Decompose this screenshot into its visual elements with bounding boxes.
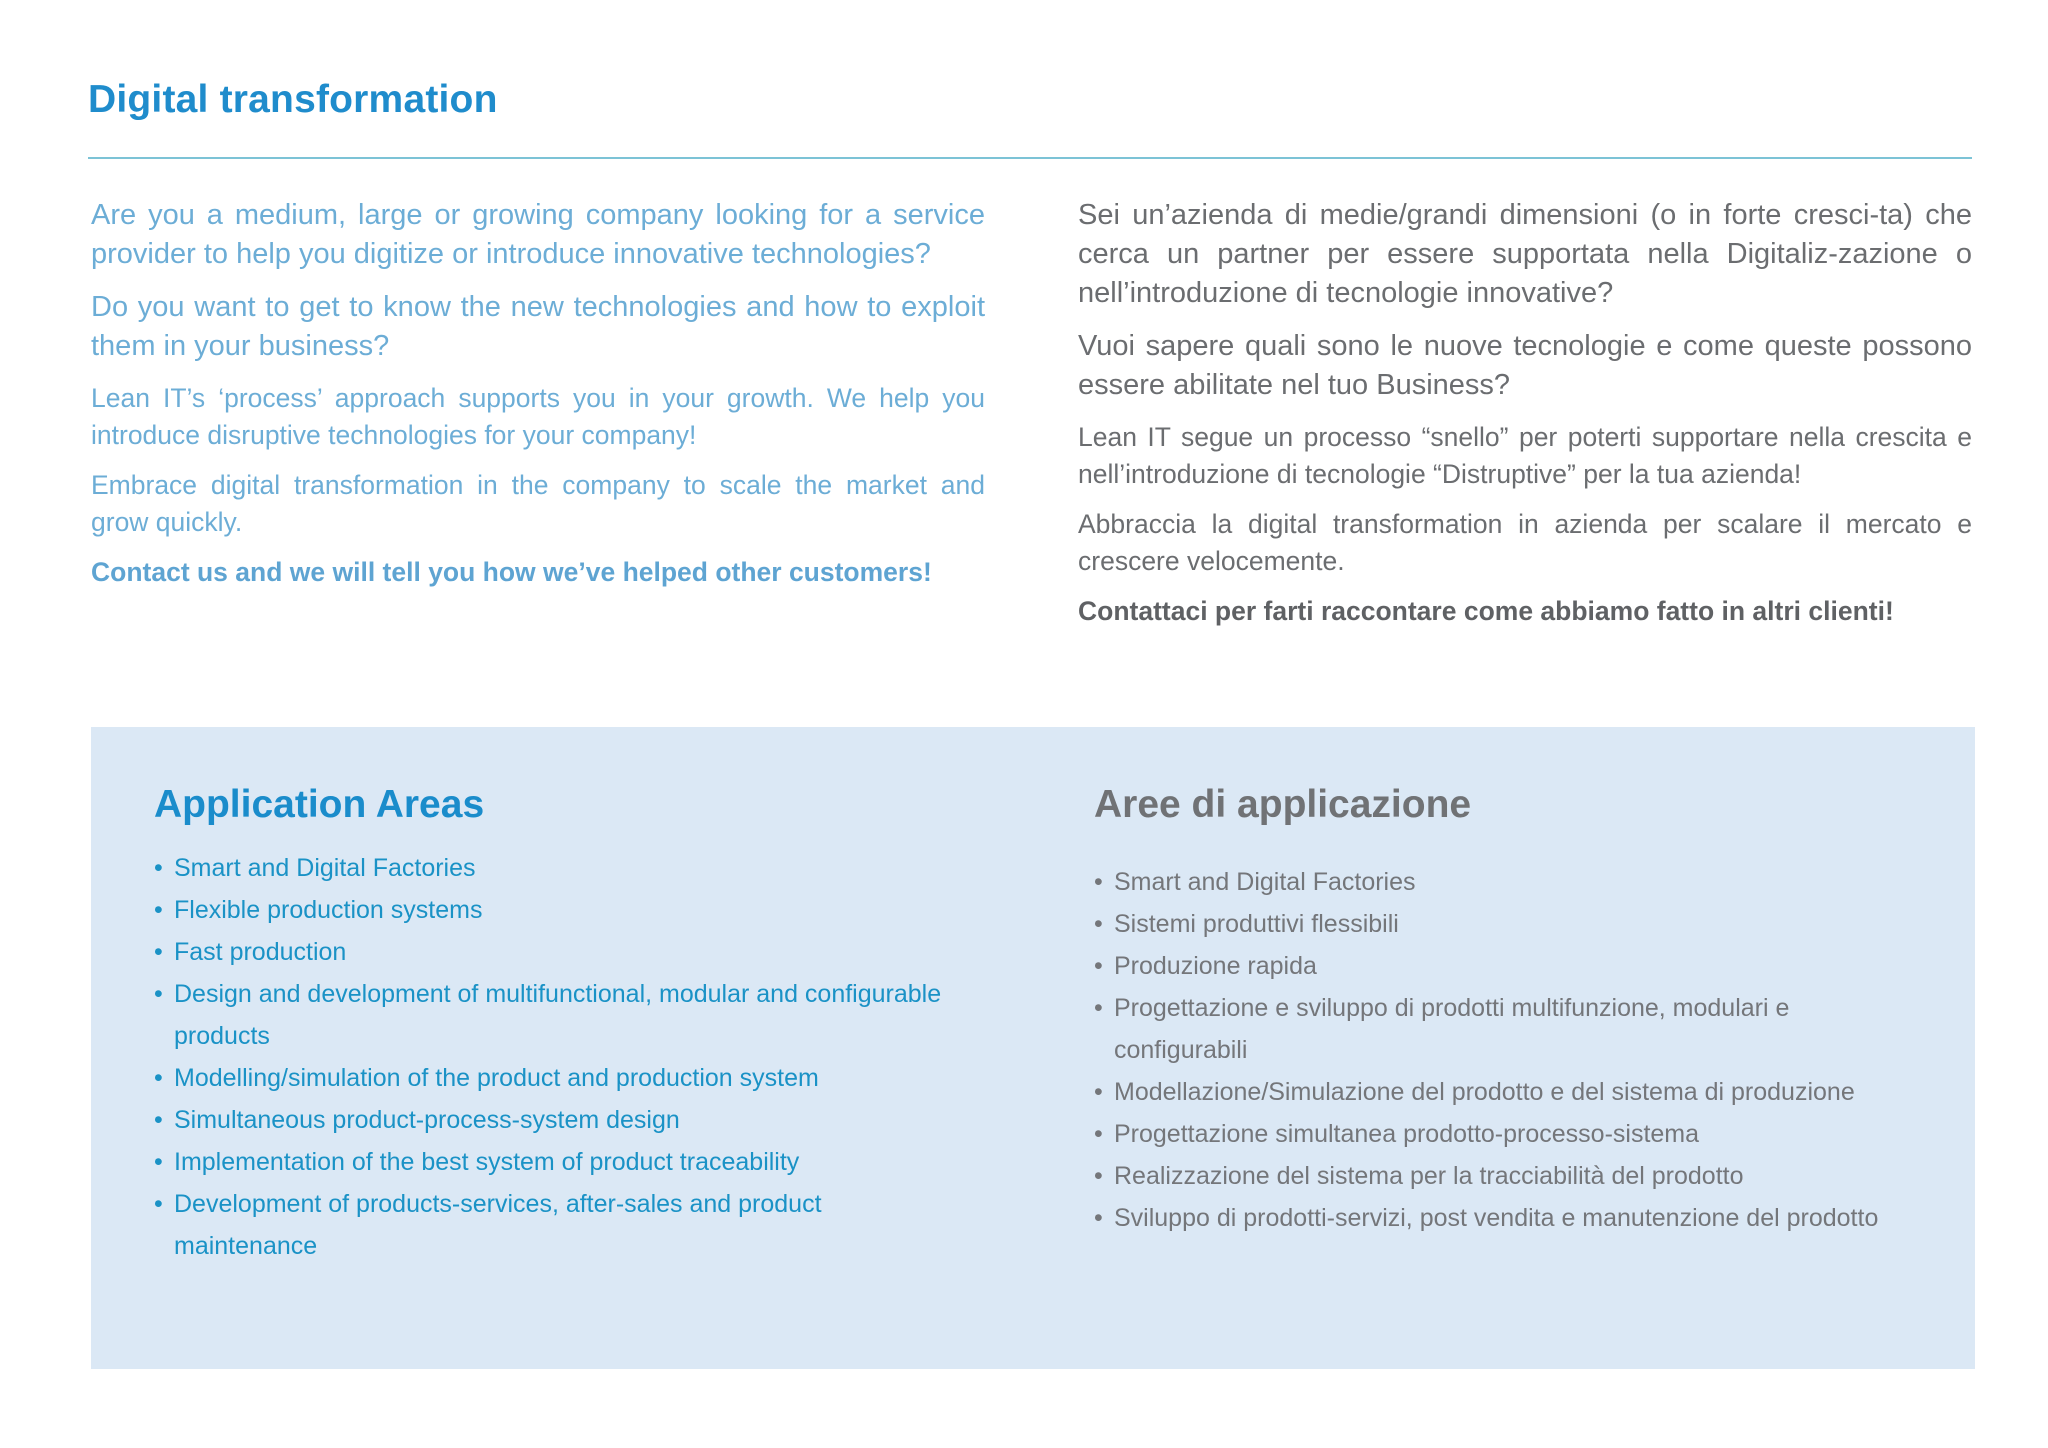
list-item-text: Produzione rapida [1114, 952, 1317, 980]
bullet-icon: • [1094, 1078, 1103, 1106]
bullet-icon: • [1094, 994, 1103, 1022]
bullet-icon: • [154, 1106, 163, 1134]
intro-english [91, 196, 985, 591]
application-areas-list-en [154, 847, 954, 1267]
list-item [1094, 1197, 1914, 1239]
intro-italian [1078, 196, 1972, 630]
list-item-text: Modellazione/Simulazione del prodotto e del sistema di produzione [1114, 1078, 1855, 1106]
header-divider [88, 157, 1972, 159]
bullet-icon: • [154, 938, 163, 966]
bullet-icon: • [154, 854, 163, 882]
list-item [154, 1099, 954, 1141]
intro-it-paragraph-2: Vuoi sapere quali sono le nuove tecnologie e come queste possono essere abilitate nel tuo Business? [1078, 330, 1972, 401]
intro-en-paragraph-1: Are you a medium, large or growing company looking for a service provider to help you digitize or introduce innovative technologies? [91, 199, 985, 270]
bullet-icon: • [1094, 1204, 1103, 1232]
list-item [1094, 1155, 1914, 1197]
bullet-icon: • [154, 980, 163, 1008]
list-item-text: Simultaneous product-process-system design [174, 1106, 680, 1134]
intro-it-paragraph-3: Lean IT segue un processo “snello” per poterti supportare nella crescita e nell’introduzione di tecnologie “Distruptive” per la tua azienda! [1078, 422, 1972, 489]
list-item-text: Flexible production systems [174, 896, 483, 924]
list-item-text: Progettazione e sviluppo di prodotti multifunzione, modulari e configurabili [1114, 994, 1790, 1064]
list-item [1094, 1113, 1914, 1155]
list-item-text: Sistemi produttivi flessibili [1114, 910, 1399, 938]
list-item [1094, 903, 1914, 945]
list-item [154, 1183, 954, 1267]
list-item-text: Development of products-services, after-sales and product maintenance [174, 1190, 822, 1260]
list-item [1094, 945, 1914, 987]
list-item [154, 973, 954, 1057]
list-item-text: Sviluppo di prodotti-servizi, post vendita e manutenzione del prodotto [1114, 1204, 1879, 1232]
list-item-text: Modelling/simulation of the product and production system [174, 1064, 819, 1092]
intro-en-contact-line: Contact us and we will tell you how we’ve helped other customers! [91, 557, 932, 587]
list-item [1094, 1071, 1914, 1113]
list-item-text: Fast production [174, 938, 347, 966]
bullet-icon: • [154, 896, 163, 924]
list-item-text: Design and development of multifunctional, modular and configurable products [174, 980, 942, 1050]
application-areas-list-it [1094, 861, 1914, 1239]
page-title: Digital transformation [88, 78, 498, 121]
list-item-text: Implementation of the best system of product traceability [174, 1148, 800, 1176]
intro-en-paragraph-2: Do you want to get to know the new technologies and how to exploit them in your business? [91, 291, 985, 362]
bullet-icon: • [154, 1064, 163, 1092]
list-item [154, 1141, 954, 1183]
intro-en-paragraph-4: Embrace digital transformation in the company to scale the market and grow quickly. [91, 470, 985, 537]
list-item [154, 1057, 954, 1099]
list-item-text: Smart and Digital Factories [174, 854, 476, 882]
list-item [154, 847, 954, 889]
application-areas-title-it: Aree di applicazione [1094, 783, 1472, 826]
bullet-icon: • [1094, 1162, 1103, 1190]
bullet-icon: • [154, 1148, 163, 1176]
list-item-text: Smart and Digital Factories [1114, 868, 1416, 896]
list-item [1094, 987, 1914, 1071]
application-areas-panel [91, 727, 1975, 1369]
intro-it-paragraph-4: Abbraccia la digital transformation in azienda per scalare il mercato e crescere velocemente. [1078, 509, 1972, 576]
list-item [154, 931, 954, 973]
list-item-text: Realizzazione del sistema per la tracciabilità del prodotto [1114, 1162, 1744, 1190]
list-item-text: Progettazione simultanea prodotto-processo-sistema [1114, 1120, 1700, 1148]
intro-it-contact-line: Contattaci per farti raccontare come abbiamo fatto in altri clienti! [1078, 596, 1894, 626]
list-item [1094, 861, 1914, 903]
intro-en-paragraph-3: Lean IT’s ‘process’ approach supports you in your growth. We help you introduce disruptive technologies for your company! [91, 383, 985, 450]
bullet-icon: • [154, 1190, 163, 1218]
intro-it-paragraph-1: Sei un’azienda di medie/grandi dimensioni (o in forte cresci-ta) che cerca un partner per essere supportata nella Digitaliz-zazione o nell’introduzione di tecnologie innovative? [1078, 199, 1972, 309]
list-item [154, 889, 954, 931]
bullet-icon: • [1094, 952, 1103, 980]
bullet-icon: • [1094, 868, 1103, 896]
bullet-icon: • [1094, 910, 1103, 938]
bullet-icon: • [1094, 1120, 1103, 1148]
application-areas-title-en: Application Areas [154, 783, 485, 826]
